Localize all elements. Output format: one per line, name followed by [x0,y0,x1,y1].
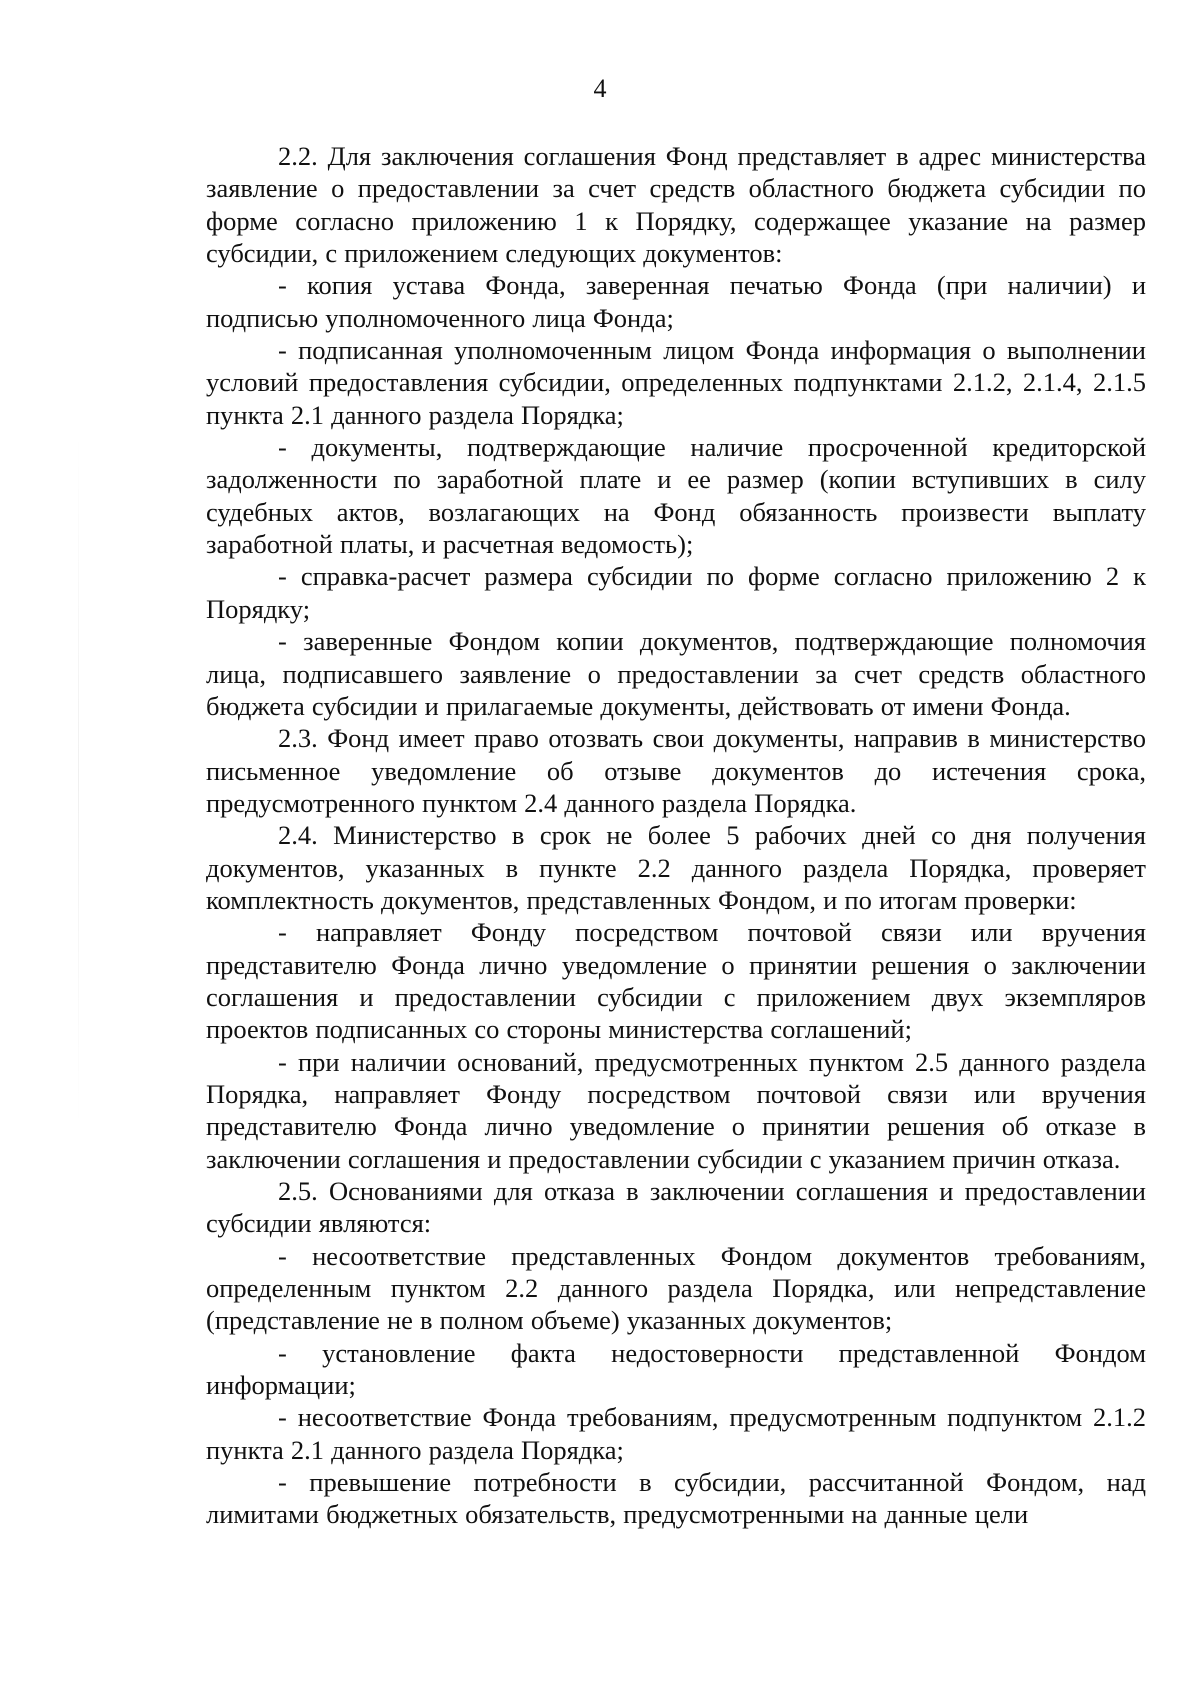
scan-artifact-line [78,430,79,1130]
list-item-conditions-info: - подписанная уполномоченным лицом Фонда информация о выполнении условий предоставления субсидии, определенных подпунктами 2.1.2, 2.1.4, 2.1.5 пункта 2.1 данного раздела Порядка; [206,335,1146,430]
list-item-authority-documents: - заверенные Фондом копии документов, подтверждающие полномочия лица, подписавшего заявление о предоставлении за счет средств областного бюджета субсидии и прилагаемые документы, действовать от имени Фонда. [206,626,1146,721]
list-item-budget-limit-excess: - превышение потребности в субсидии, рассчитанной Фондом, над лимитами бюджетных обязательств, предусмотренными на данные цели [206,1467,1146,1530]
list-item-noncompliant-documents: - несоответствие представленных Фондом документов требованиям, определенным пунктом 2.2 данного раздела Порядка, или непредставление (представление не в полном объеме) указанных документов; [206,1240,1146,1336]
document-body [206,140,1146,1531]
page-number: 4 [593,74,607,103]
paragraph-2-2: 2.2. Для заключения соглашения Фонд представляет в адрес министерства заявление о предоставлении за счет средств областного бюджета субсидии по форме согласно приложению 1 к Порядку, содержащее указание на размер субсидии, с приложением следующих документов: [206,141,1146,269]
list-item-refusal-notice: - при наличии оснований, предусмотренных пунктом 2.5 данного раздела Порядка, направляет Фонду посредством почтовой связи или вручения представителю Фонда лично уведомление о принятии решения об отказе в заключении соглашения и предоставлении субсидии с указанием причин отказа. [206,1046,1146,1174]
list-item-approval-notice: - направляет Фонду посредством почтовой связи или вручения представителю Фонда лично уведомление о принятии решения о заключении соглашения и предоставлении субсидии с приложением двух экземпляров проектов подписанных со стороны министерства соглашений; [206,917,1146,1045]
list-item-debt-documents: - документы, подтверждающие наличие просроченной кредиторской задолженности по заработной плате и ее размер (копии вступивших в силу судебных актов, возлагающих на Фонд обязанность произвести выплату заработной платы, и расчетная ведомость); [206,432,1146,560]
list-item-requirements-mismatch: - несоответствие Фонда требованиям, предусмотренным подпунктом 2.1.2 пункта 2.1 данного раздела Порядка; [206,1402,1146,1465]
paragraph-2-5: 2.5. Основаниями для отказа в заключении соглашения и предоставлении субсидии являются: [206,1176,1146,1239]
paragraph-2-4: 2.4. Министерство в срок не более 5 рабочих дней со дня получения документов, указанных в пункте 2.2 данного раздела Порядка, проверяет комплектность документов, представленных Фондом, и по итогам проверки: [206,820,1146,915]
list-item-charter-copy: - копия устава Фонда, заверенная печатью Фонда (при наличии) и подписью уполномоченного лица Фонда; [206,270,1146,333]
list-item-calculation-note: - справка-расчет размера субсидии по форме согласно приложению 2 к Порядку; [206,561,1146,624]
list-item-unreliable-information: - установление факта недостоверности представленной Фондом информации; [206,1337,1146,1401]
paragraph-2-3: 2.3. Фонд имеет право отозвать свои документы, направив в министерство письменное уведомление об отзыве документов до истечения срока, предусмотренного пунктом 2.4 данного раздела Порядка. [206,723,1146,818]
